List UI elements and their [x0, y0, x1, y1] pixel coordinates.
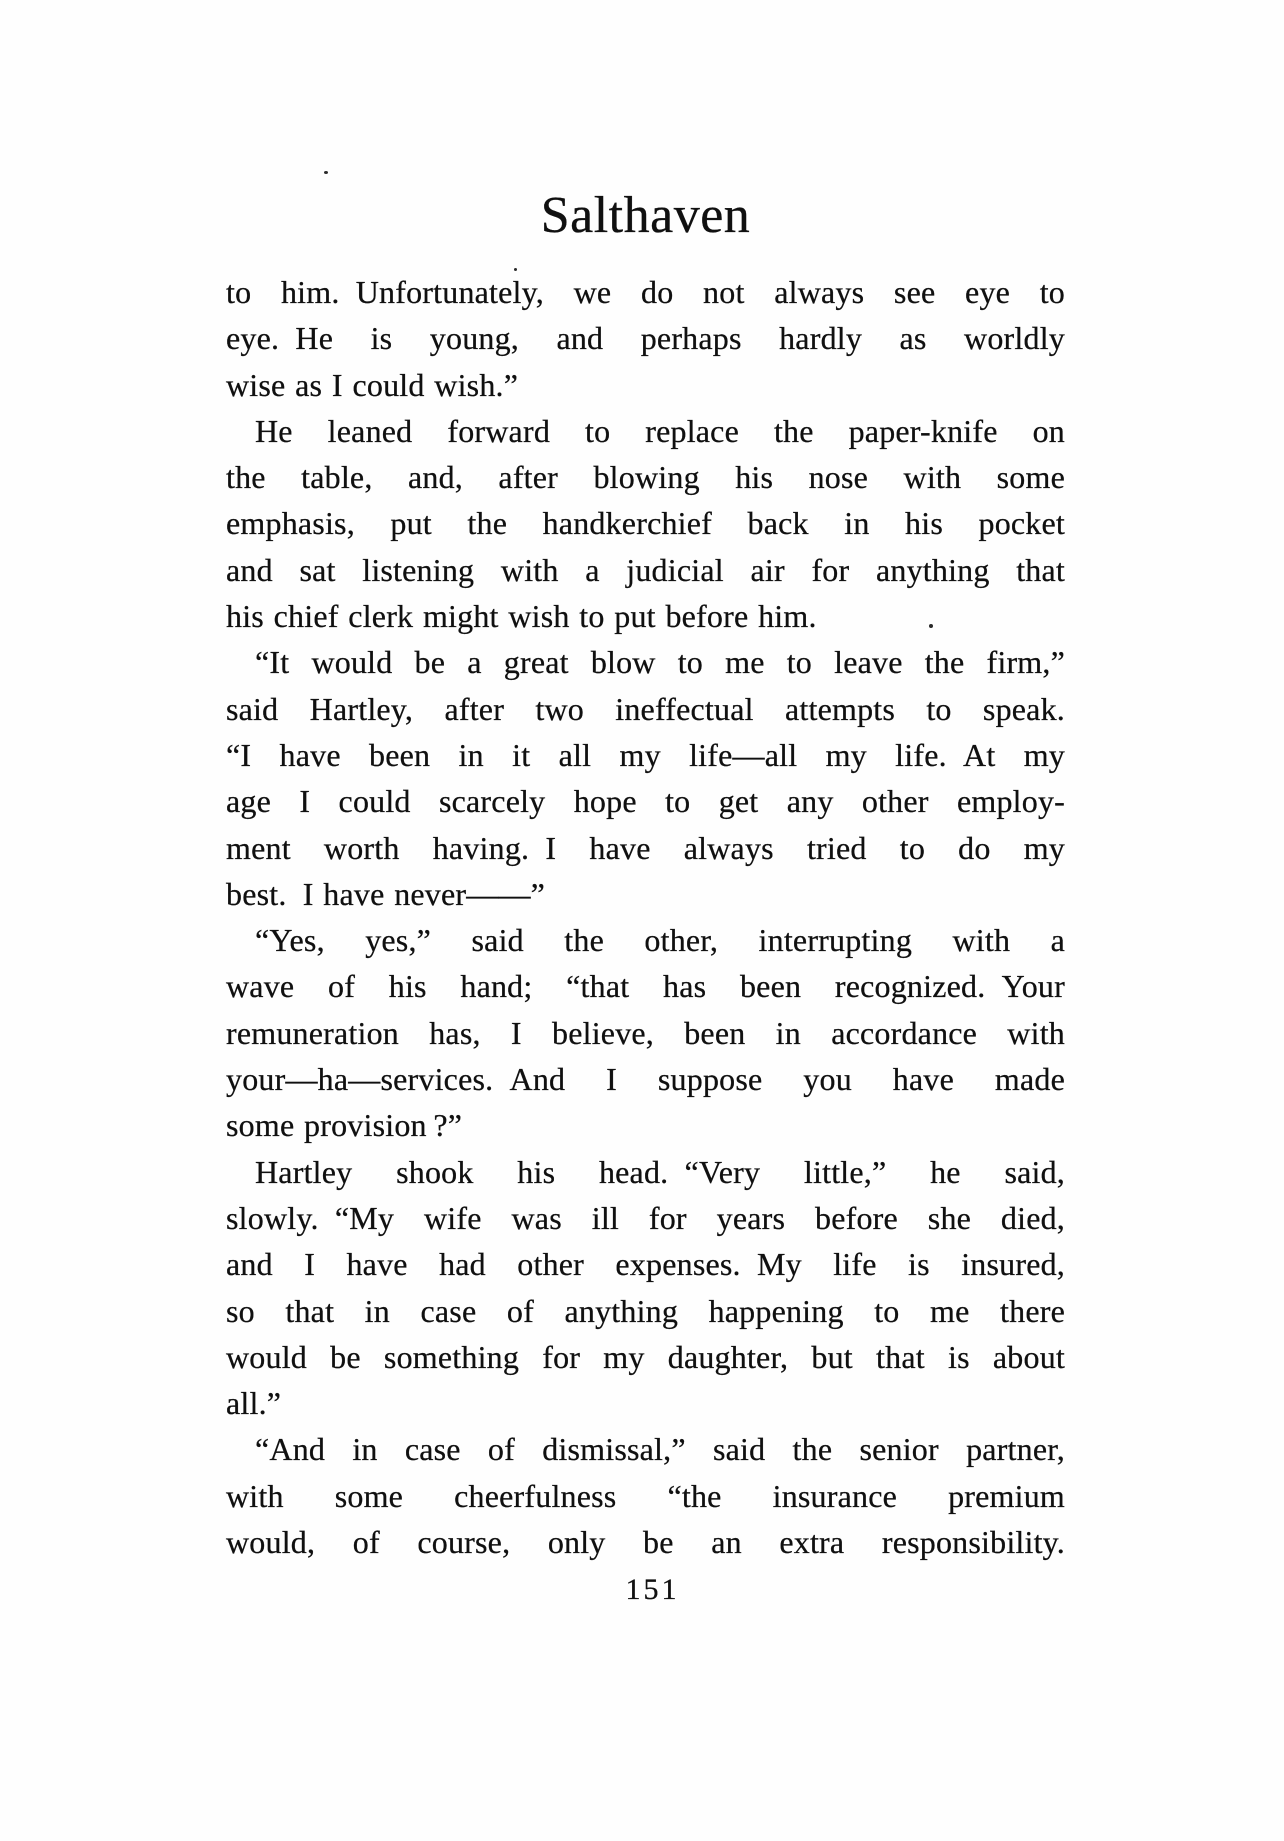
text-line: “And in case of dismissal,” said the senior partner,: [255, 1431, 1065, 1468]
text-line: would, of course, only be an extra responsibility.: [226, 1524, 1065, 1561]
text-line: so that in case of anything happening to me there: [226, 1292, 1065, 1329]
text-line: wise as I could wish.”: [226, 366, 519, 403]
text-line: best. I have never——”: [226, 875, 546, 912]
text-line: with some cheerfulness “the insurance premium: [226, 1477, 1065, 1514]
text-line: Hartley shook his head. “Very little,” he said,: [255, 1153, 1065, 1190]
text-line: age I could scarcely hope to get any other employ-: [226, 783, 1065, 820]
text-line: remuneration has, I believe, been in accordance with: [226, 1014, 1065, 1051]
text-line: slowly. “My wife was ill for years before she died,: [226, 1199, 1065, 1236]
text-line: some provision ?”: [226, 1107, 463, 1144]
text-line: would be something for my daughter, but that is about: [226, 1338, 1065, 1375]
text-line: and I have had other expenses. My life is insured,: [226, 1246, 1065, 1283]
text-line: all.”: [226, 1385, 282, 1422]
text-line: ment worth having. I have always tried to do my: [226, 829, 1065, 866]
text-line: He leaned forward to replace the paper-knife on: [255, 412, 1065, 449]
text-line: “Yes, yes,” said the other, interrupting with a: [255, 922, 1065, 959]
text-line: his chief clerk might wish to put before him.: [226, 598, 817, 635]
text-line: emphasis, put the handkerchief back in his pocket: [226, 505, 1065, 542]
text-line: “I have been in it all my life—all my life. At my: [226, 736, 1065, 773]
page-body: [226, 269, 1065, 1565]
text-line: to him. Unfortunately, we do not always see eye to: [226, 274, 1065, 310]
page-number: 151: [625, 1573, 680, 1606]
text-line: wave of his hand; “that has been recognized. Your: [226, 968, 1065, 1005]
running-title: Salthaven: [540, 187, 751, 244]
text-line: the table, and, after blowing his nose with some: [226, 459, 1065, 496]
ink-speck: [324, 171, 328, 174]
text-line: said Hartley, after two ineffectual attempts to speak.: [226, 690, 1065, 727]
text-line: “It would be a great blow to me to leave the firm,”: [255, 644, 1065, 681]
text-line: and sat listening with a judicial air for anything that: [226, 551, 1065, 588]
text-line: your—ha—services. And I suppose you have made: [226, 1061, 1065, 1098]
text-line: eye. He is young, and perhaps hardly as worldly: [226, 320, 1065, 357]
